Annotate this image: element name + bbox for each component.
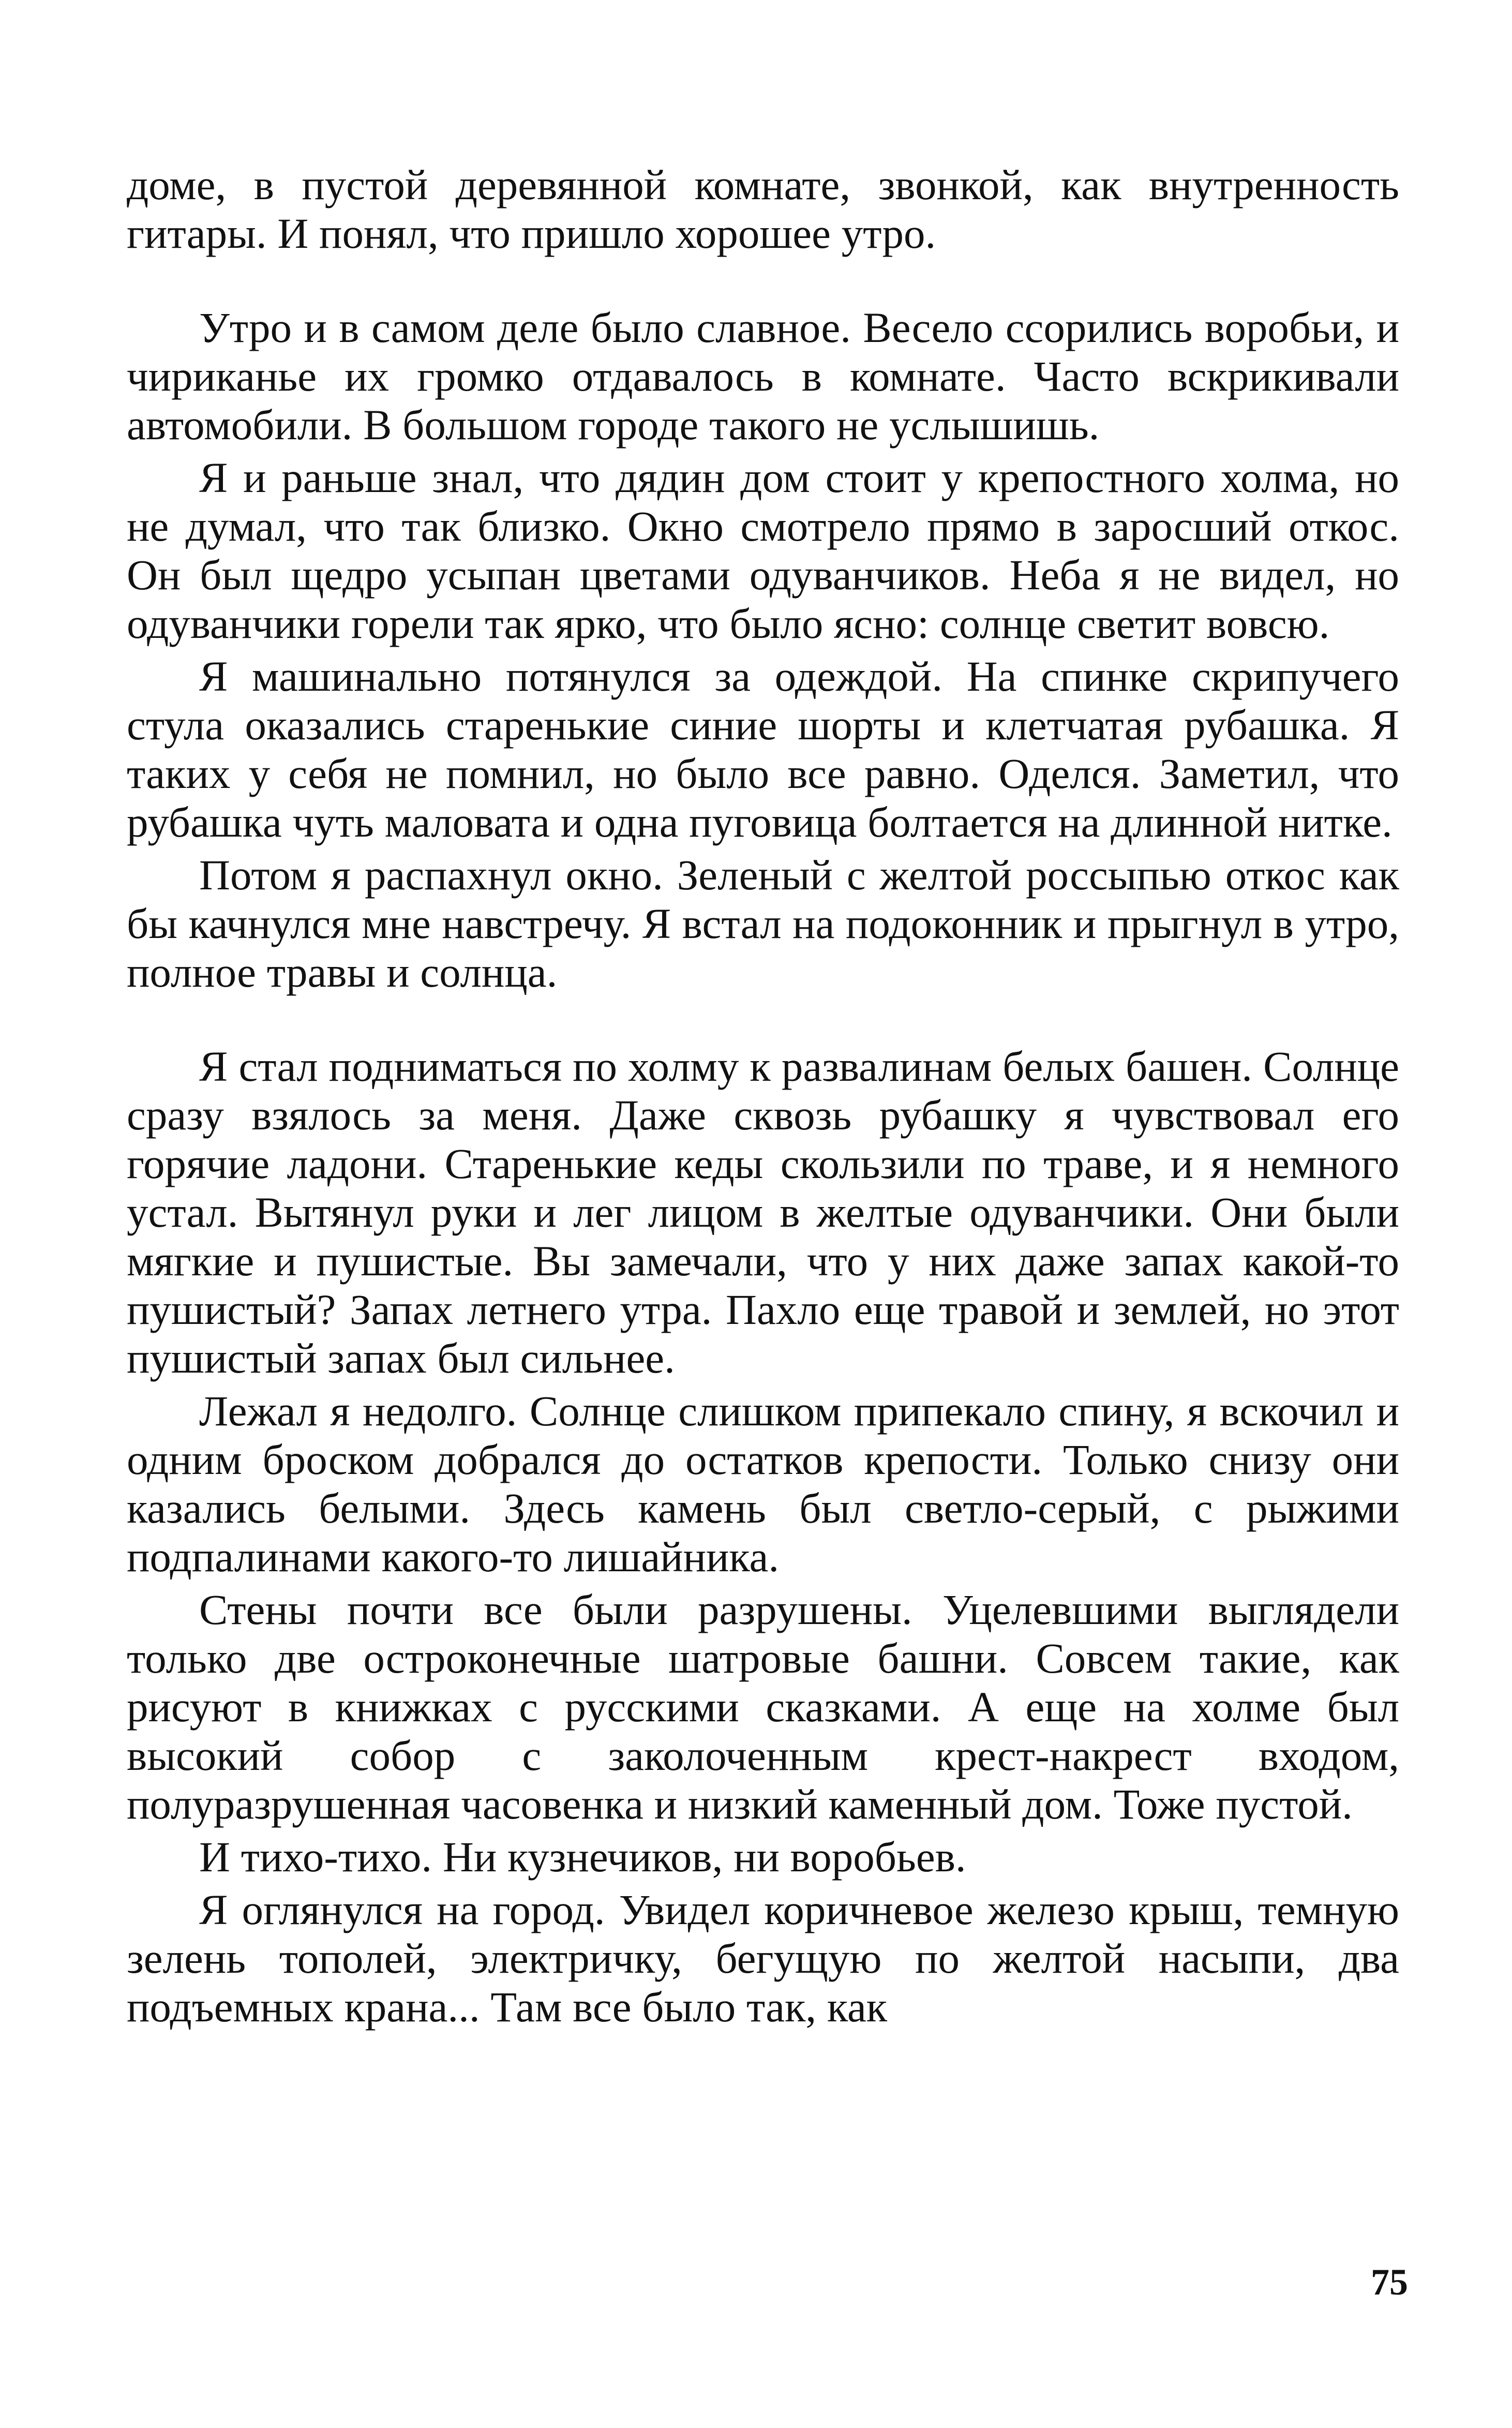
paragraph-4: Я машинально потянулся за одеждой. На спинке скрипучего стула оказались старенькие синие шорты и клетчатая рубашка. Я таких у себя не помнил, но было все равно. Оделся. Заметил, что рубашка чуть маловата и одна пуговица болтается на длинной нитке. <box>127 652 1399 846</box>
paragraph-9: И тихо-тихо. Ни кузнечиков, ни воробьев. <box>199 1833 966 1881</box>
paragraph-8: Стены почти все были разрушены. Уцелевшими выглядели только две остроконечные шатровые башни. Совсем такие, как рисуют в книжках с русскими сказками. А еще на холме был высокий собор с заколоченным крест-накрест входом, полуразрушенная часовенка и низкий каменный дом. Тоже пустой. <box>127 1586 1399 1828</box>
paragraph-1: доме, в пустой деревянной комнате, звонкой, как внутренность гитары. И понял, что пришло хорошее утро. <box>127 161 1399 257</box>
paragraph-5: Потом я распахнул окно. Зеленый с желтой россыпью откос как бы качнулся мне навстречу. Я встал на подоконник и прыгнул в утро, полное травы и солнца. <box>127 851 1399 996</box>
paragraph-3: Я и раньше знал, что дядин дом стоит у крепостного холма, но не думал, что так близко. Окно смотрело прямо в заросший откос. Он был щедро усыпан цветами одуванчиков. Неба я не видел, но одуванчики горели так ярко, что было ясно: солнце светит вовсю. <box>127 454 1399 647</box>
paragraph-6: Я стал подниматься по холму к развалинам белых башен. Солнце сразу взялось за меня. Даже сквозь рубашку я чувствовал его горячие ладони. Старенькие кеды скользили по траве, и я немного устал. Вытянул руки и лег лицом в желтые одуванчики. Они были мягкие и пушистые. Вы замечали, что у них даже запах какой-то пушистый? Запах летнего утра. Пахло еще травой и землей, но этот пушистый запах был сильнее. <box>127 1042 1399 1382</box>
paragraph-2: Утро и в самом деле было славное. Весело ссорились воробьи, и чириканье их громко отдавалось в комнате. Часто вскрикивали автомобили. В большом городе такого не услышишь. <box>127 304 1399 449</box>
paragraph-10: Я оглянулся на город. Увидел коричневое железо крыш, темную зелень тополей, электричку, бегущую по желтой насыпи, два подъемных крана... Там все было так, как <box>127 1886 1399 2031</box>
page-number: 75 <box>1371 2261 1408 2303</box>
book-page-text <box>127 160 1399 2031</box>
paragraph-7: Лежал я недолго. Солнце слишком припекало спину, я вскочил и одним броском добрался до остатков крепости. Только снизу они казались белыми. Здесь камень был светло-серый, с рыжими подпалинами какого-то лишайника. <box>127 1387 1399 1581</box>
